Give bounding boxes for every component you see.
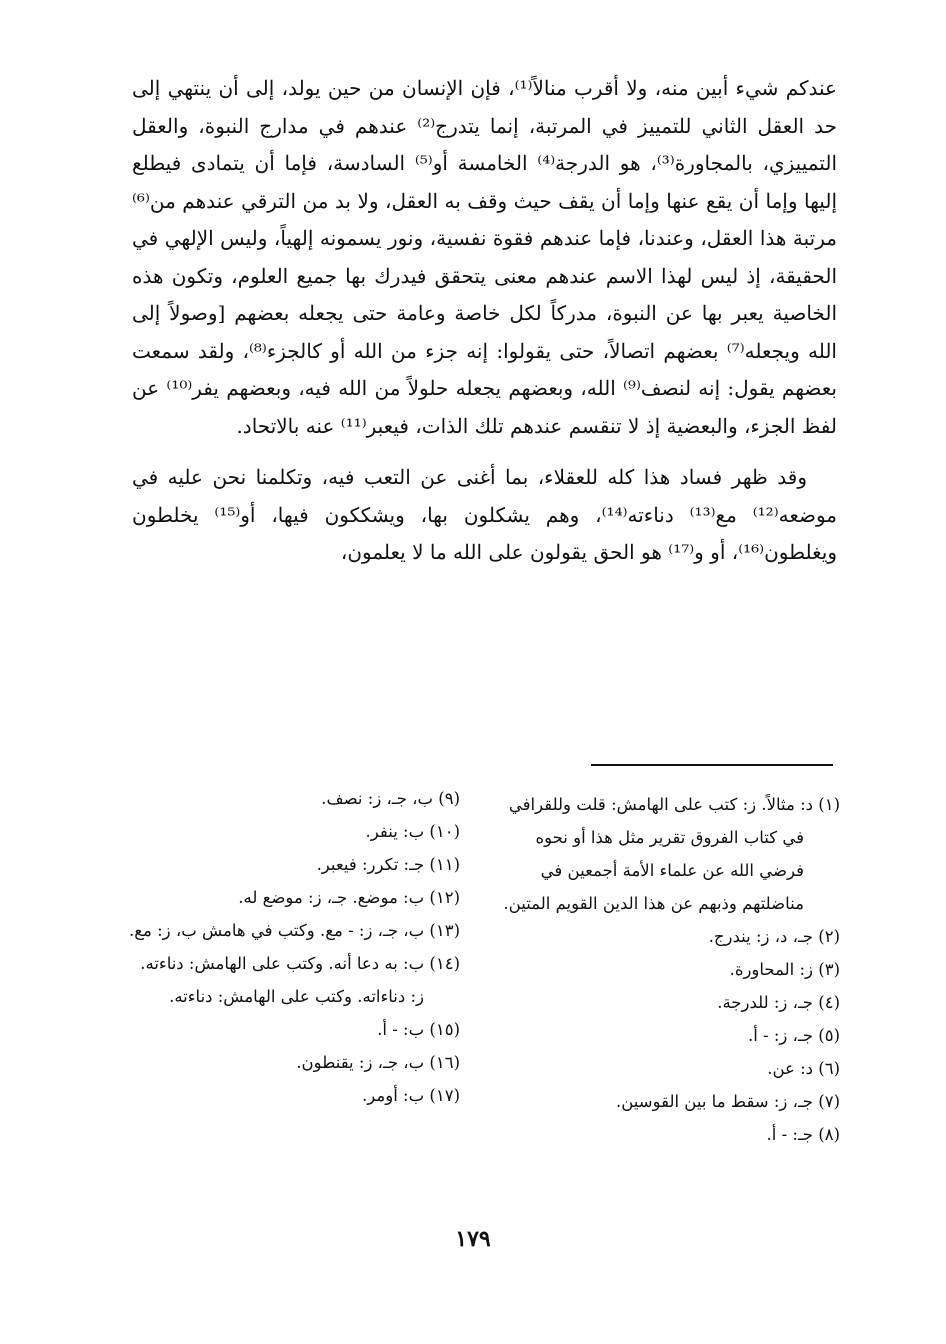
footnote-9: (٩) ب، جـ، ز: نصف.: [321, 789, 460, 808]
footnotes-right-column: [490, 788, 840, 1151]
footnote-13: (١٣) ب، جـ، ز: - مع. وكتب في هامش ب، ز: مع.: [129, 921, 460, 940]
footnote-5: (٥) جـ، ز: - أ.: [747, 1026, 840, 1045]
footnote-12: (١٢) ب: موضع. جـ، ز: موضع له.: [238, 888, 460, 907]
footnote-2: (٢) جـ، د، ز: يندرج.: [708, 927, 840, 946]
footnote-11: (١١) جـ: تكرر: فيعبر.: [316, 855, 460, 874]
paragraph-2: وقد ظهر فساد هذا كله للعقلاء، بما أغنى عن التعب فيه، وتكلمنا نحن عليه في موضعه⁽¹²⁾ مع⁽¹³⁾ دناءته⁽¹⁴⁾، وهم يشكلون بها، ويشككون فيها، أو⁽¹⁵⁾ يخلطون ويغلطون⁽¹⁶⁾، أو و⁽¹⁷⁾ هو الحق يقولون على الله ما لا يعلمون،: [132, 465, 838, 564]
footnote-6: (٦) د: عن.: [767, 1059, 840, 1078]
footnote-3: (٣) ز: المحاورة.: [729, 960, 840, 979]
footnote-16: (١٦) ب، جـ، ز: يقنطون.: [296, 1053, 460, 1072]
footnote-15: (١٥) ب: - أ.: [377, 1020, 460, 1039]
footnote-8: (٨) جـ: - أ.: [766, 1125, 840, 1144]
main-text: [132, 70, 837, 572]
paragraph-1: عندكم شيء أبين منه، ولا أقرب منالاً⁽¹⁾، فإن الإنسان من حين يولد، إلى أن ينتهي إلى حد العقل الثاني للتمييز في المرتبة، إنما يتدرج⁽²⁾ عندهم في مدارج النبوة، والعقل التمييزي، بالمجاورة⁽³⁾، هو الدرجة⁽⁴⁾ الخامسة أو⁽⁵⁾ السادسة، فإما أن يتمادى فيطلع إليها وإما أن يقع عنها وإما أن يقف حيث وقف به العقل، ولا بد من الترقي عندهم من⁽⁶⁾ مرتبة هذا العقل، وعندنا، فإما عندهم فقوة نفسية، ونور يسمونه إلهياً، وليس الإلهي في الحقيقة، إذ ليس لهذا الاسم عندهم معنى يتحقق فيدرك بها جميع العلوم، وتكون هذه الخاصية يعبر بها عن النبوة، مدركاً لكل خاصة وعامة حتى يجعله بعضهم [وصولاً إلى الله ويجعله⁽⁷⁾ بعضهم اتصالاً، حتى يقولوا: إنه جزء من الله أو كالجزء⁽⁸⁾، ولقد سمعت بعضهم يقول: إنه لنصف⁽⁹⁾ الله، وبعضهم يجعله حلولاً من الله فيه، وبعضهم يفر⁽¹⁰⁾ عن لفظ الجزء، والبعضية إذ لا تنقسم عندهم تلك الذات، فيعبر⁽¹¹⁾ عنه بالاتحاد.: [132, 76, 838, 438]
footnote-1: (١) د: مثالاً. ز: كتب على الهامش: قلت وللقرافي في كتاب الفروق تقرير مثل هذا أو نحوه فرضي الله عن علماء الأمة أجمعين في مناضلتهم وذبهم عن هذا الدين القويم المتين.: [503, 795, 840, 913]
footnote-separator: [591, 764, 833, 766]
footnote-4: (٤) جـ، ز: للدرجة.: [717, 993, 840, 1012]
footnote-10: (١٠) ب: ينفر.: [365, 822, 460, 841]
footnote-14: (١٤) ب: به دعا أنه. وكتب على الهامش: دناءته. ز: دناءاته. وكتب على الهامش: دناءته.: [140, 954, 460, 1006]
footnote-7: (٧) جـ، ز: سقط ما بين القوسين.: [615, 1092, 840, 1111]
page-number: ١٧٩: [455, 1226, 491, 1252]
footnotes-left-column: [128, 782, 460, 1112]
footnote-17: (١٧) ب: أومر.: [362, 1086, 460, 1105]
